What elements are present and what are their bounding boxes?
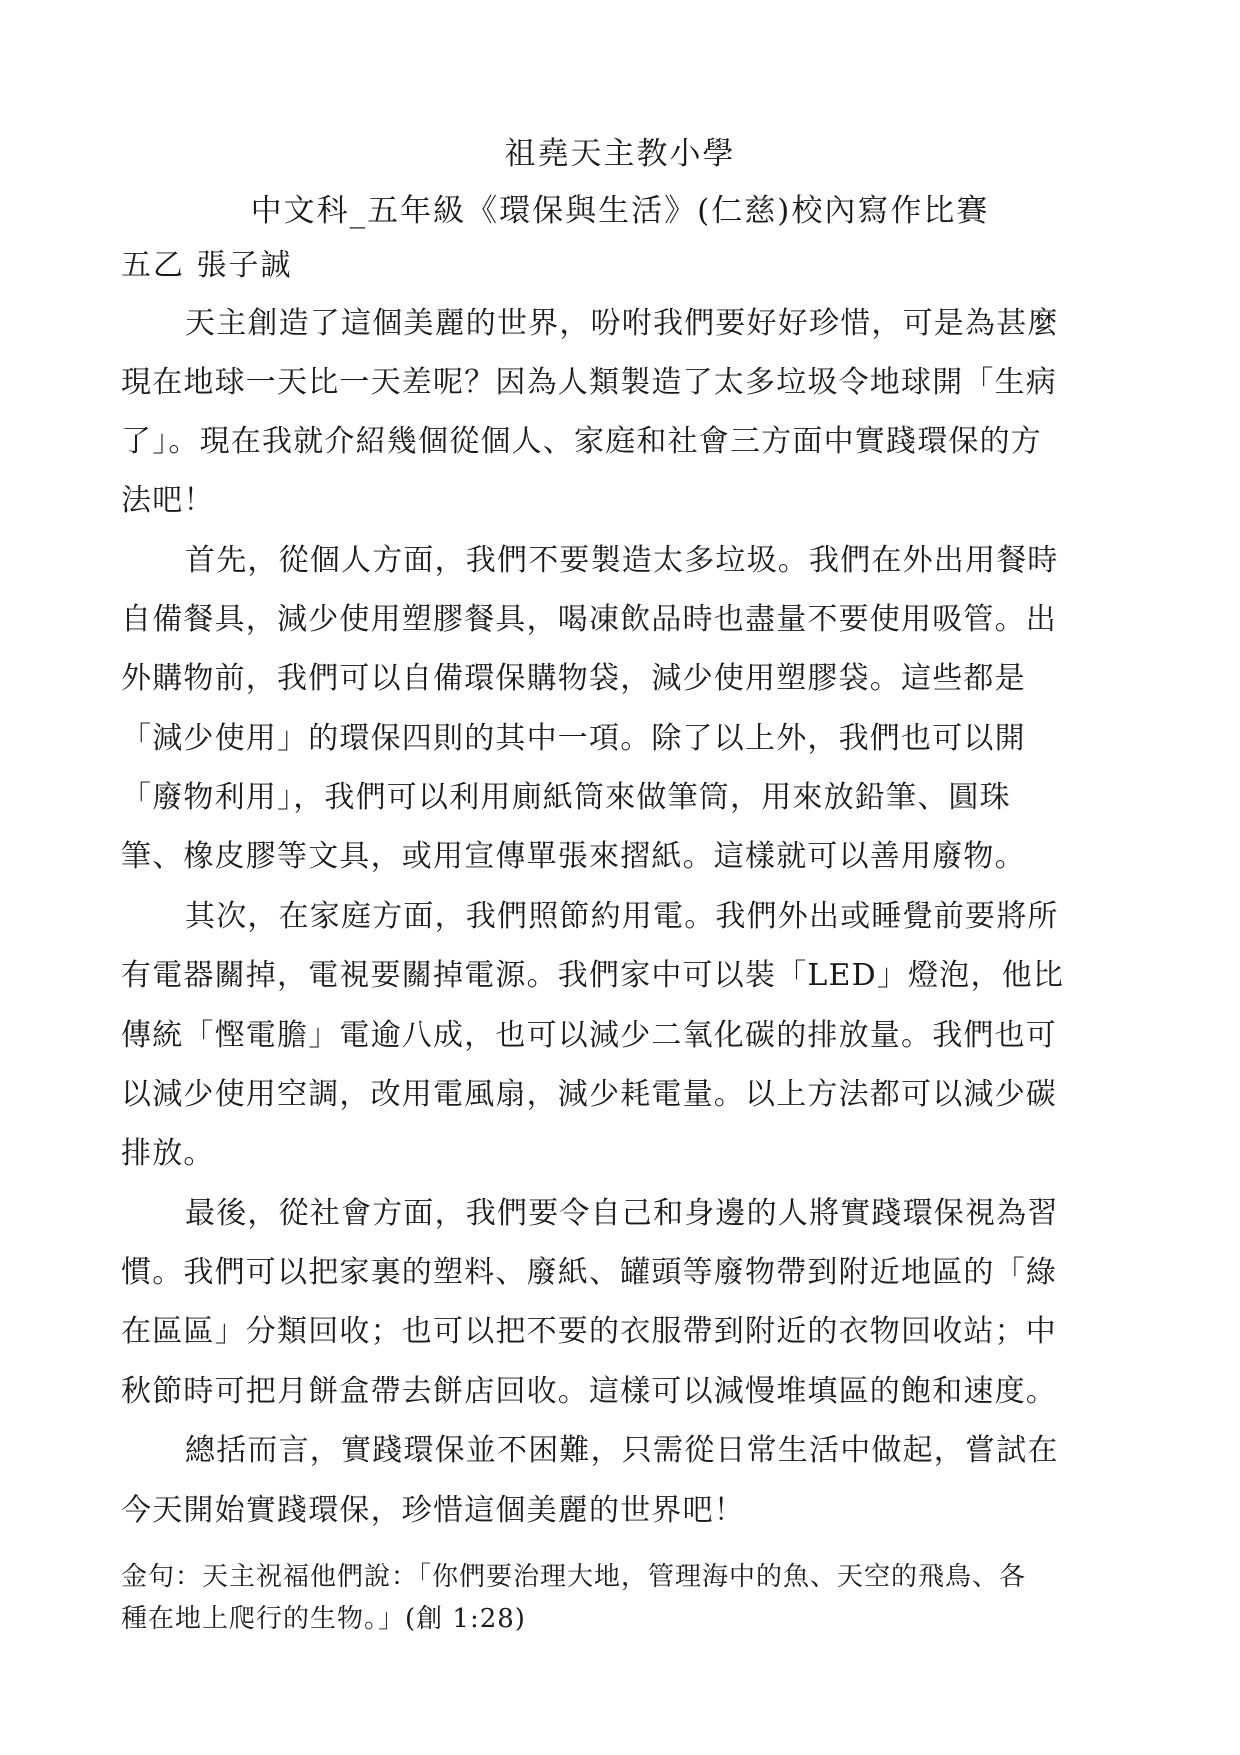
- essay-line: 其次，在家庭方面，我們照節約用電。我們外出或睡覺前要將所: [185, 899, 1059, 934]
- essay-line: 傳統「慳電膽」電逾八成，也可以減少二氧化碳的排放量。我們也可: [121, 1018, 1057, 1053]
- essay-line: 慣。我們可以把家裏的塑料、廢紙、罐頭等廢物帶到附近地區的「綠: [121, 1255, 1057, 1290]
- essay-line: 「廢物利用」，我們可以利用廁紙筒來做筆筒，用來放鉛筆、圓珠: [121, 780, 1011, 815]
- essay-line: 今天開始實踐環保，珍惜這個美麗的世界吧！: [121, 1493, 745, 1528]
- competition-title: 中文科_五年級《環保與生活》(仁慈)校內寫作比賽: [250, 193, 990, 229]
- bible-verse-line: 金句：天主祝福他們說：「你們要治理大地，管理海中的魚、天空的飛鳥、各: [121, 1562, 1027, 1592]
- essay-line: 天主創造了這個美麗的世界，吩咐我們要好好珍惜，可是為甚麼: [185, 306, 1059, 341]
- essay-line: 首先，從個人方面，我們不要製造太多垃圾。我們在外出用餐時: [185, 543, 1059, 578]
- essay-line: 筆、橡皮膠等文具，或用宣傳單張來摺紙。這樣就可以善用廢物。: [121, 839, 1026, 874]
- essay-line: 在區區」分類回收；也可以把不要的衣服帶到附近的衣物回收站；中: [121, 1314, 1057, 1349]
- bible-verse-line: 種在地上爬行的生物。」(創 1:28): [121, 1604, 526, 1634]
- essay-line: 自備餐具，減少使用塑膠餐具，喝凍飲品時也盡量不要使用吸管。出: [121, 602, 1057, 637]
- essay-line: 秋節時可把月餅盒帶去餅店回收。這樣可以減慢堆填區的飽和速度。: [121, 1374, 1057, 1409]
- essay-line: 現在地球一天比一天差呢？因為人類製造了太多垃圾令地球開「生病: [121, 365, 1057, 400]
- essay-line: 有電器關掉，電視要關掉電源。我們家中可以裝「LED」燈泡，他比: [121, 958, 1065, 993]
- essay-line: 以減少使用空調，改用電風扇，減少耗電量。以上方法都可以減少碳: [121, 1077, 1057, 1112]
- essay-line: 總括而言，實踐環保並不困難，只需從日常生活中做起，嘗試在: [185, 1433, 1059, 1468]
- essay-line: 外購物前，我們可以自備環保購物袋，減少使用塑膠袋。這些都是: [121, 661, 1026, 696]
- essay-line: 了」。現在我就介紹幾個從個人、家庭和社會三方面中實踐環保的方: [121, 424, 1042, 459]
- essay-line: 最後，從社會方面，我們要令自己和身邊的人將實踐環保視為習: [185, 1196, 1059, 1231]
- essay-line: 「減少使用」的環保四則的其中一項。除了以上外，我們也可以開: [121, 721, 1026, 756]
- essay-line: 法吧！: [121, 483, 215, 518]
- school-name: 祖堯天主教小學: [504, 136, 736, 172]
- author-line: 五乙 張子誠: [121, 248, 293, 283]
- essay-line: 排放。: [121, 1136, 215, 1171]
